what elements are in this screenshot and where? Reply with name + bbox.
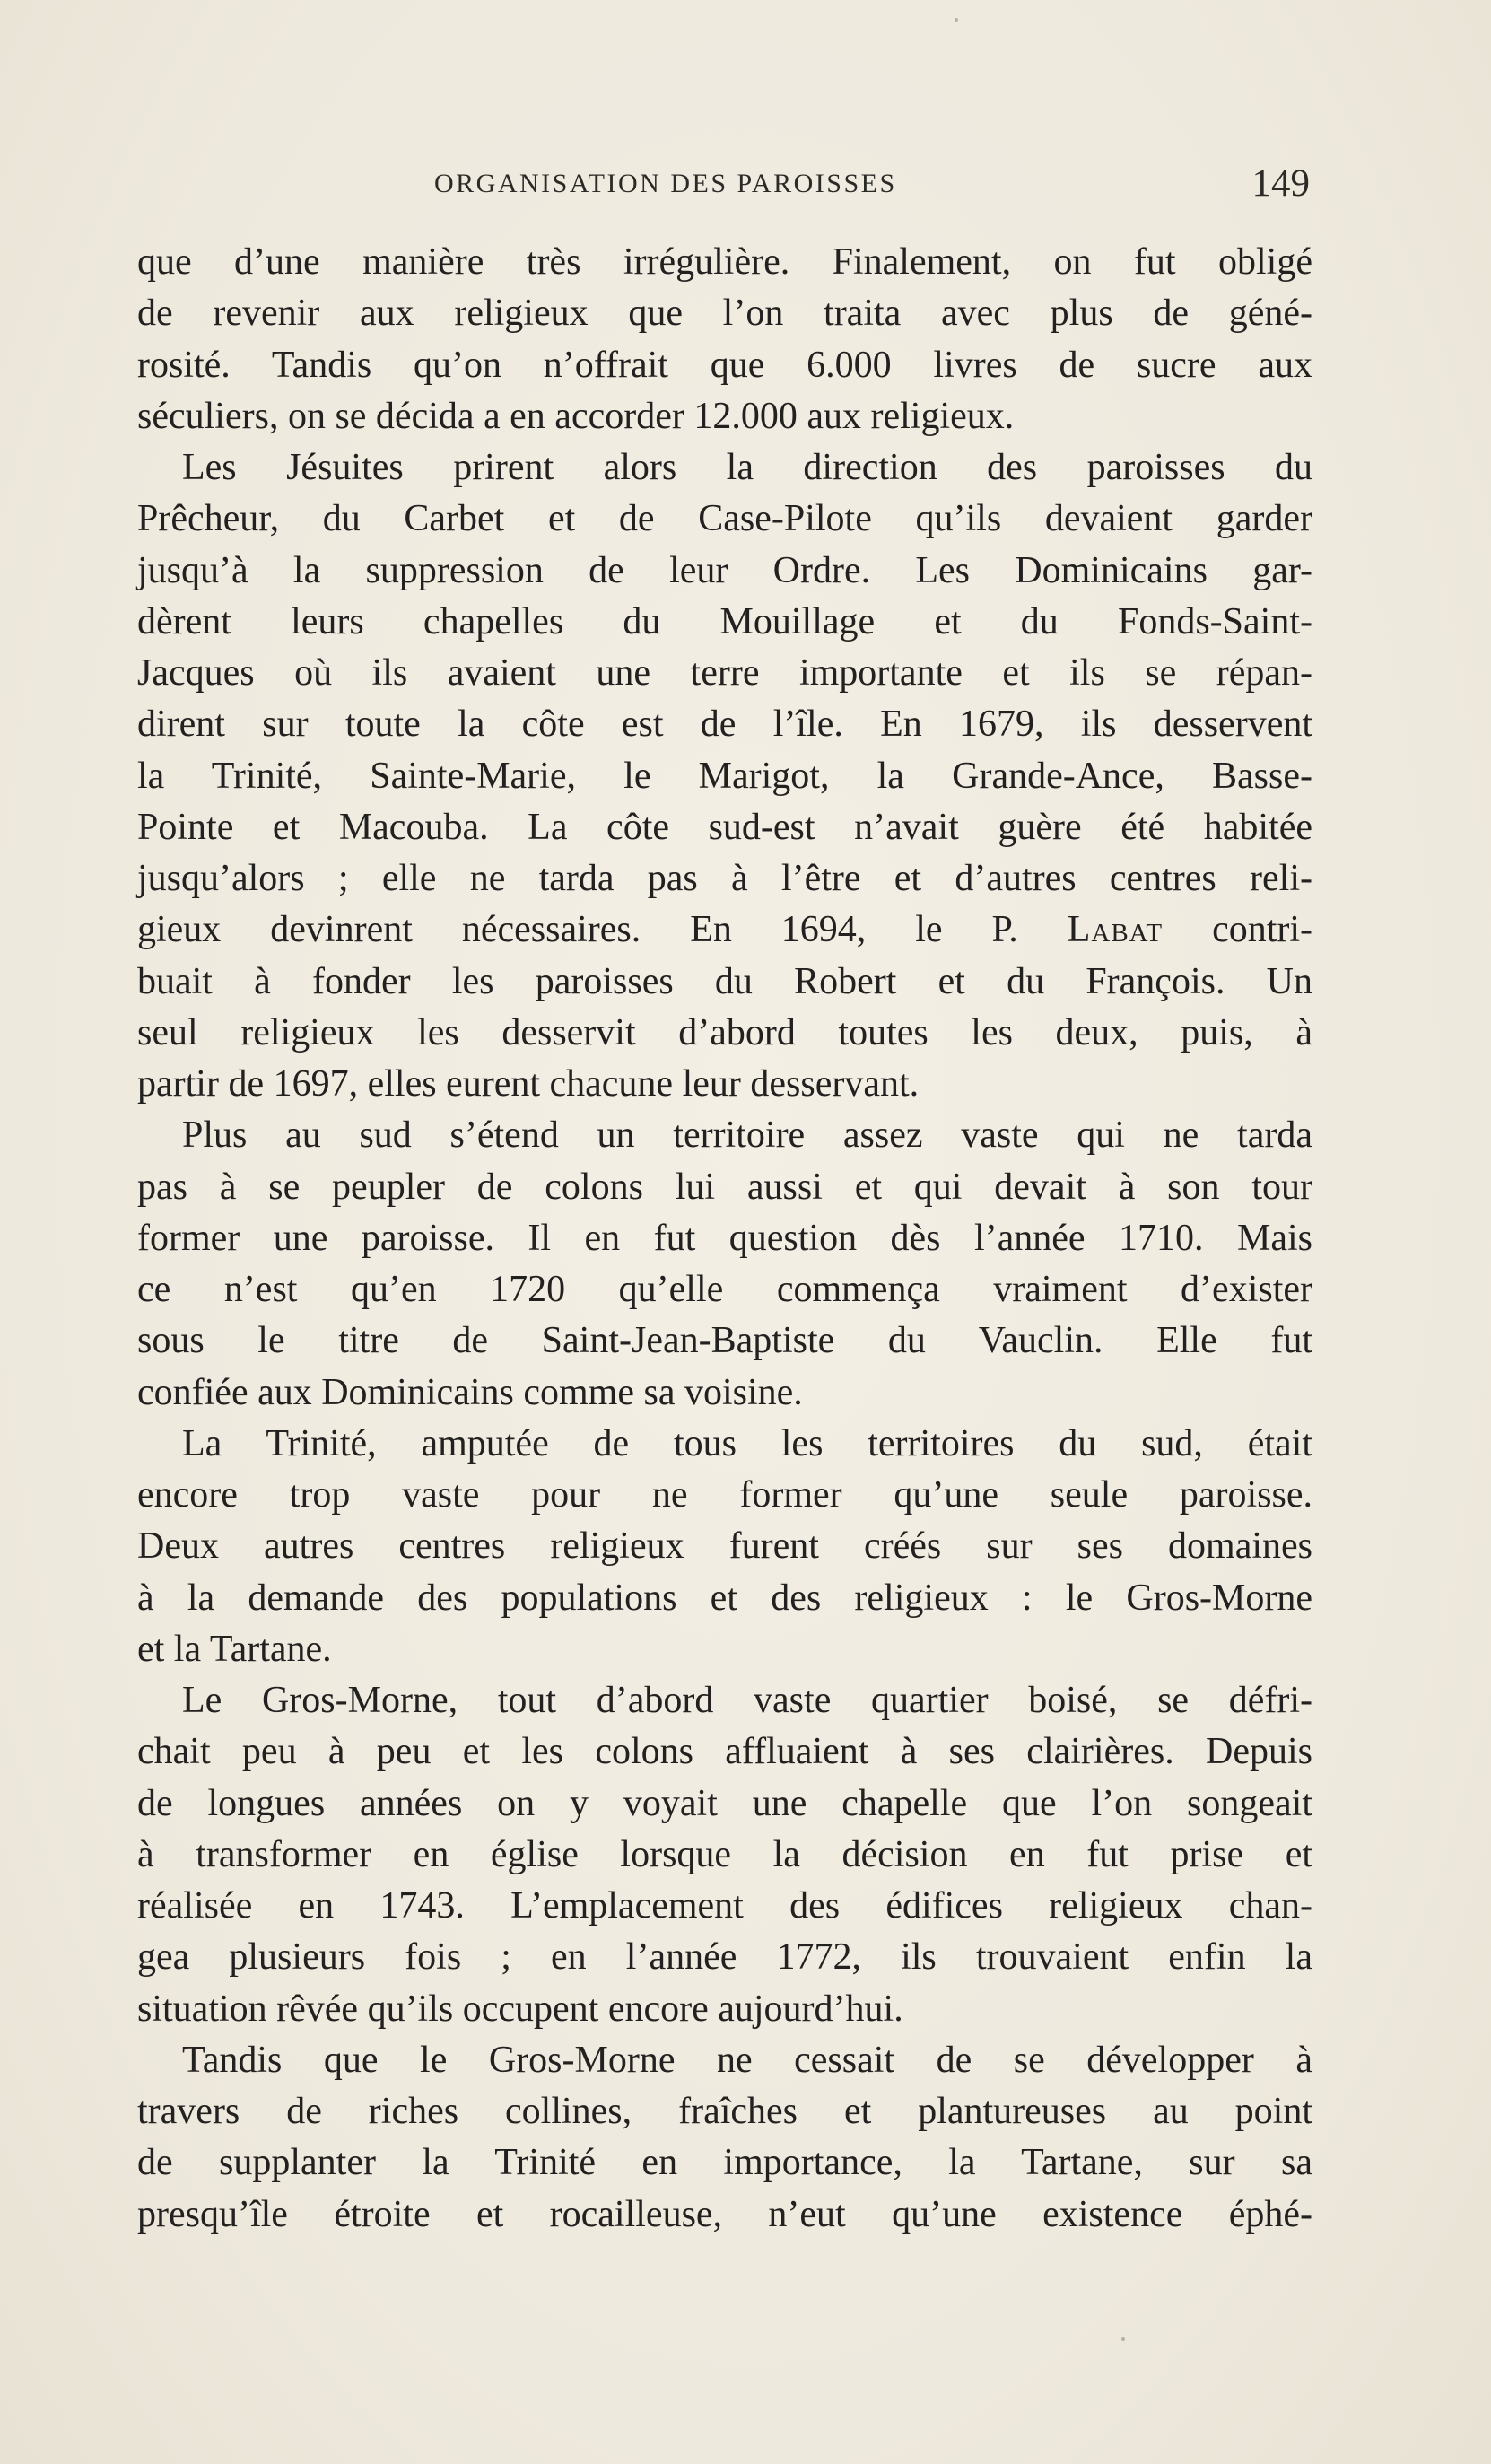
text-line: travers de riches collines, fraîches et plantureuses au point [137, 2091, 1312, 2132]
text-line: de longues années on y voyait une chapelle que l’on songeait [137, 1782, 1312, 1824]
text-line: la Trinité, Sainte-Marie, le Marigot, la Grande-Ance, Basse- [137, 755, 1312, 797]
text-line: et la Tartane. [137, 1628, 332, 1670]
text-line: buait à fonder les paroisses du Robert et du François. Un [137, 960, 1312, 1002]
text-line: Deux autres centres religieux furent créés sur ses domaines [137, 1525, 1312, 1568]
text-line: Jacques où ils avaient une terre importante et ils se répan- [137, 652, 1312, 694]
text-line: Pointe et Macouba. La côte sud-est n’avait guère été habitée [137, 806, 1312, 848]
text-line: dèrent leurs chapelles du Mouillage et du Fonds-Saint- [137, 600, 1312, 642]
running-head [135, 162, 1310, 215]
text-line: situation rêvée qu’ils occupent encore aujourd’hui. [137, 1988, 903, 2030]
text-line: partir de 1697, elles eurent chacune leur desservant. [137, 1063, 920, 1105]
text-line: à transformer en église lorsque la décision en fut prise et [137, 1833, 1312, 1875]
text-line: seul religieux les desservit d’abord toutes les deux, puis, à [137, 1011, 1312, 1053]
text-segment: gieux devinrent nécessaires. En 1694, le P. [137, 909, 1018, 951]
text-line: Le Gros-Morne, tout d’abord vaste quartier boisé, se défri- [182, 1680, 1312, 1721]
text-line: Les Jésuites prirent alors la direction des paroisses du [182, 447, 1312, 488]
page-number: 149 [1251, 162, 1310, 205]
text-line: presqu’île étroite et rocailleuse, n’eut qu’une existence éphé- [137, 2193, 1312, 2235]
text-line: encore trop vaste pour ne former qu’une seule paroisse. [137, 1474, 1312, 1516]
text-line: gea plusieurs fois ; en l’année 1772, ils trouvaient enfin la [137, 1936, 1312, 1979]
text-segment: contri- [1212, 909, 1313, 951]
text-line: à la demande des populations et des religieux : le Gros-Morne [137, 1577, 1312, 1619]
paper-speck [955, 18, 958, 22]
text-line: jusqu’à la suppression de leur Ordre. Les Dominicains gar- [137, 549, 1312, 591]
text-line: Plus au sud s’étend un territoire assez vaste qui ne tarda [182, 1114, 1312, 1157]
paper-speck [1121, 2337, 1125, 2341]
text-line: Prêcheur, du Carbet et de Case-Pilote qu’ils devaient garder [137, 498, 1312, 540]
text-line: rosité. Tandis qu’on n’offrait que 6.000 livres de sucre aux [137, 344, 1312, 386]
author-name: Labat [1067, 909, 1164, 951]
text-line: La Trinité, amputée de tous les territoires du sud, était [182, 1422, 1312, 1464]
text-line: confiée aux Dominicains comme sa voisine. [137, 1371, 803, 1413]
text-line: chait peu à peu et les colons affluaient à ses clairières. Depuis [137, 1731, 1312, 1773]
text-line: pas à se peupler de colons lui aussi et qui devait à son tour [137, 1166, 1312, 1208]
text-line: de revenir aux religieux que l’on traita avec plus de géné- [137, 293, 1312, 335]
text-line: sous le titre de Saint-Jean-Baptiste du Vauclin. Elle fut [137, 1320, 1312, 1362]
text-line: de supplanter la Trinité en importance, la Tartane, sur sa [137, 2142, 1312, 2184]
text-line: dirent sur toute la côte est de l’île. En 1679, ils desservent [137, 703, 1312, 746]
text-line: Tandis que le Gros-Morne ne cessait de se développer à [182, 2039, 1312, 2081]
text-line [137, 904, 1312, 956]
text-line: jusqu’alors ; elle ne tarda pas à l’être et d’autres centres reli- [137, 858, 1312, 899]
body-text [137, 237, 1312, 2241]
text-line: former une paroisse. Il en fut question dès l’année 1710. Mais [137, 1217, 1312, 1259]
text-line: réalisée en 1743. L’emplacement des édifices religieux chan- [137, 1885, 1312, 1927]
text-line: séculiers, on se décida a en accorder 12.000 aux religieux. [137, 395, 1015, 437]
text-line: ce n’est qu’en 1720 qu’elle commença vraiment d’exister [137, 1269, 1312, 1310]
running-title: ORGANISATION DES PAROISSES [434, 169, 897, 198]
text-line: que d’une manière très irrégulière. Finalement, on fut obligé [137, 241, 1312, 283]
